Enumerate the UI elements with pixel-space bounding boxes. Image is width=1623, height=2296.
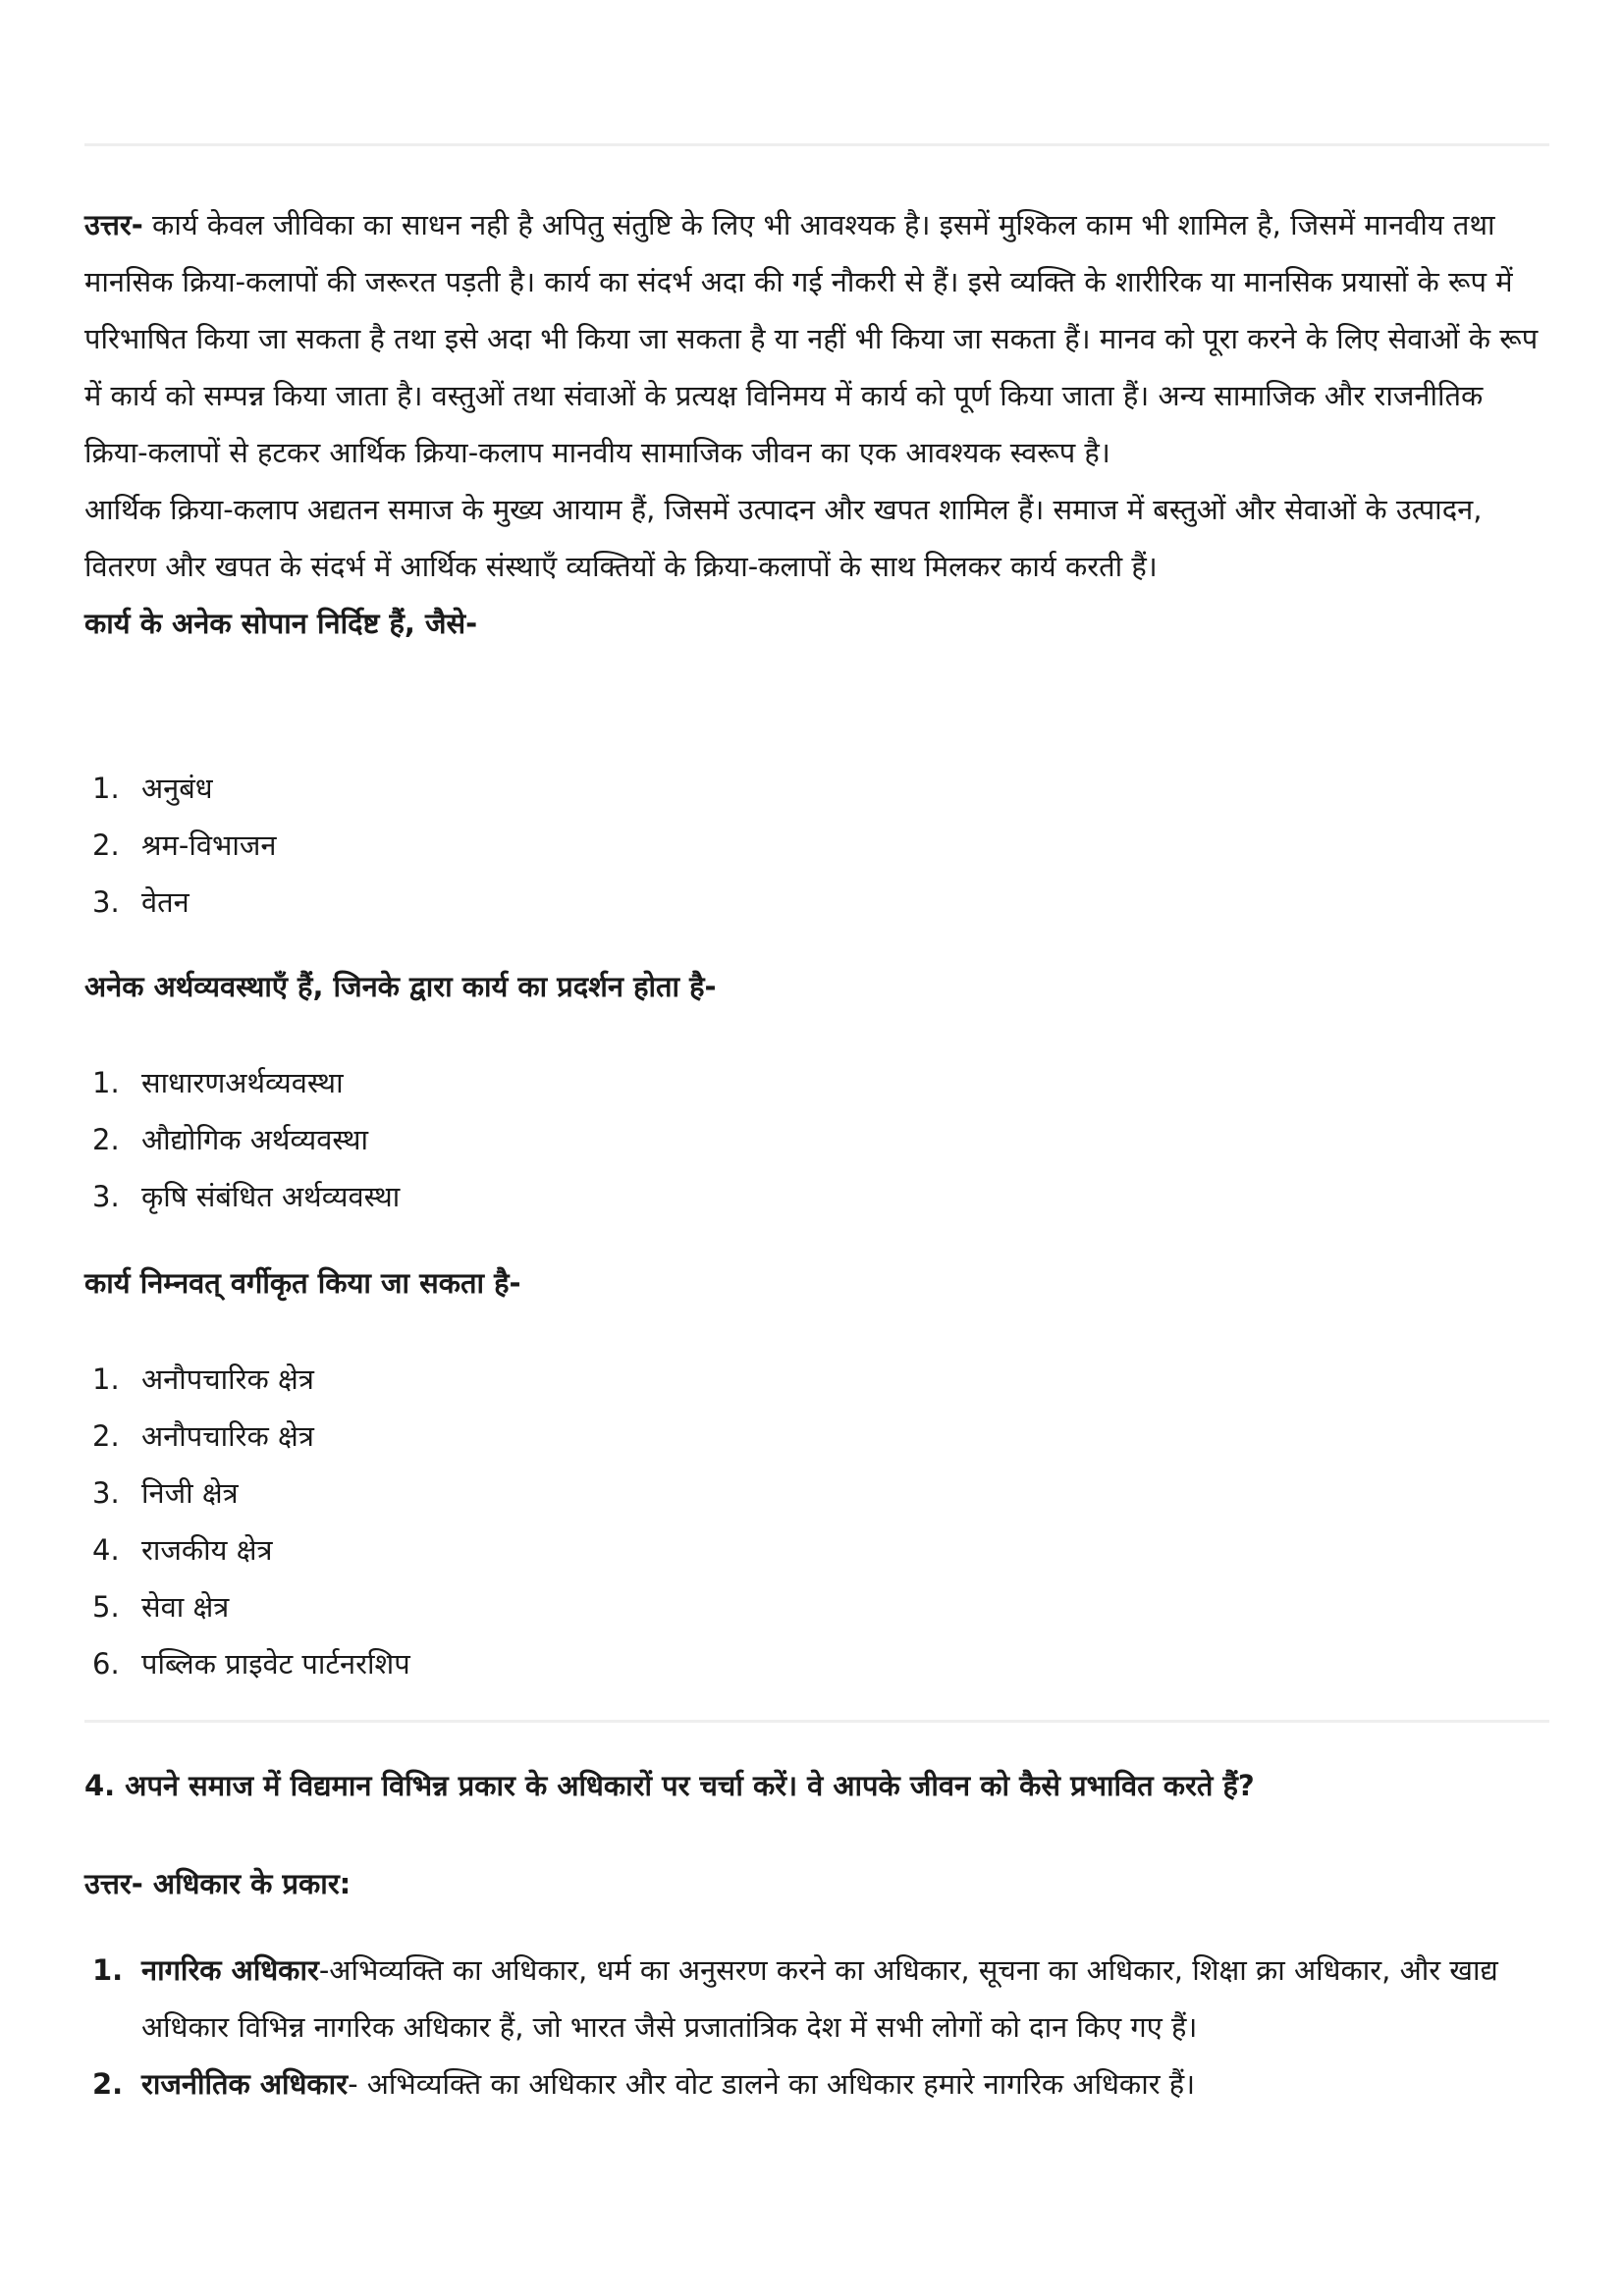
list-item-text: साधारणअर्थव्यवस्था <box>141 1066 344 1099</box>
economies-list-wrap <box>84 1054 1549 1225</box>
stages-section <box>84 760 1549 931</box>
list-number: 1. <box>92 1362 120 1396</box>
list-item <box>84 1351 1549 1408</box>
list-number: 4. <box>92 1533 120 1567</box>
list-number: 3. <box>92 885 120 919</box>
section-divider <box>84 1720 1549 1723</box>
list-item <box>84 1111 1549 1168</box>
sectors-section <box>84 1255 1549 1311</box>
list-item-text: निजी क्षेत्र <box>141 1476 239 1510</box>
list-item <box>84 1465 1549 1522</box>
list-item <box>84 1168 1549 1225</box>
list-item-text: अनौपचारिक क्षेत्र <box>141 1362 314 1396</box>
right-text: -अभिव्यक्ति का अधिकार, धर्म का अनुसरण करने का अधिकार, सूचना का अधिकार, शिक्षा क्रा अधिकार, और खाद्य अधिकार विभिन्न नागरिक अधिकार हैं, जो भारत जैसे प्रजातांत्रिक देश में सभी लोगों को दान किए गए हैं। <box>141 1953 1498 2044</box>
sectors-heading: कार्य निम्नवत् वर्गीकृत किया जा सकता है- <box>84 1266 521 1300</box>
list-item-text: राजकीय क्षेत्र <box>141 1533 273 1567</box>
list-item-text: अनौपचारिक क्षेत्र <box>141 1419 314 1453</box>
right-term: राजनीतिक अधिकार <box>141 2067 349 2101</box>
list-number: 2. <box>92 2067 124 2101</box>
answer-paragraph-1 <box>84 196 1549 481</box>
list-number: 1. <box>92 1066 120 1099</box>
list-item-text: पब्लिक प्राइवेट पार्टनरशिप <box>141 1647 410 1681</box>
list-item <box>84 1942 1549 2056</box>
list-item-text: औद्योगिक अर्थव्यवस्था <box>141 1123 369 1156</box>
economies-section <box>84 958 1549 1015</box>
rights-list <box>84 1942 1549 2112</box>
answer-paragraph-2: आर्थिक क्रिया-कलाप अद्यतन समाज के मुख्य आयाम हैं, जिसमें उत्पादन और खपत शामिल हैं। समाज में बस्तुओं और सेवाओं के उत्पादन, वितरण और खपत के संदर्भ में आर्थिक संस्थाएँ व्यक्तियों के क्रिया-कलापों के साथ मिलकर कार्य करती हैं। <box>84 493 1483 583</box>
list-item <box>84 817 1549 874</box>
list-item <box>84 1522 1549 1578</box>
question-4: 4. अपने समाज में विद्यमान विभिन्न प्रकार के अधिकारों पर चर्चा करें। वे आपके जीवन को कैसे प्रभावित करते हैं? <box>84 1769 1255 1802</box>
answer-label: उत्तर- <box>84 208 143 241</box>
sectors-list-wrap <box>84 1351 1549 1692</box>
list-item-text: सेवा क्षेत्र <box>141 1590 230 1624</box>
answer-4-label: उत्तर- अधिकार के प्रकार: <box>84 1867 352 1900</box>
answer-block <box>84 196 1549 652</box>
list-number: 1. <box>92 1953 124 1987</box>
list-item <box>84 1635 1549 1692</box>
list-item <box>84 2056 1549 2112</box>
right-term: नागरिक अधिकार <box>141 1953 319 1987</box>
economies-heading: अनेक अर्थव्यवस्थाएँ हैं, जिनके द्वारा कार्य का प्रदर्शन होता है- <box>84 970 717 1003</box>
stages-heading: कार्य के अनेक सोपान निर्दिष्ट हैं, जैसे- <box>84 607 478 640</box>
list-number: 6. <box>92 1647 120 1681</box>
list-number: 3. <box>92 1180 120 1213</box>
list-item <box>84 874 1549 931</box>
top-divider <box>84 143 1549 146</box>
list-number: 3. <box>92 1476 120 1510</box>
list-number: 1. <box>92 772 120 805</box>
list-item-text: अनुबंध <box>141 772 213 805</box>
list-item-text: वेतन <box>141 885 189 919</box>
list-number: 5. <box>92 1590 120 1624</box>
right-text: - अभिव्यक्ति का अधिकार और वोट डालने का अधिकार हमारे नागरिक अधिकार हैं। <box>348 2067 1196 2101</box>
list-item <box>84 1054 1549 1111</box>
list-item <box>84 760 1549 817</box>
list-item-text: श्रम-विभाजन <box>141 828 277 862</box>
answer-paragraph-1-text: कार्य केवल जीविका का साधन नही है अपितु संतुष्टि के लिए भी आवश्यक है। इसमें मुश्किल काम भी शामिल है, जिसमें मानवीय तथा मानसिक क्रिया-कलापों की जरूरत पड़ती है। कार्य का संदर्भ अदा की गई नौकरी से हैं। इसे व्यक्ति के शारीरिक या मानसिक प्रयासों के रूप में परिभाषित किया जा सकता है तथा इसे अदा भी किया जा सकता है या नहीं भी किया जा सकता हैं। मानव को पूरा करने के लिए सेवाओं के रूप में कार्य को सम्पन्न किया जाता है। वस्तुओं तथा संवाओं के प्रत्यक्ष विनिमय में कार्य को पूर्ण किया जाता हैं। अन्य सामाजिक और राजनीतिक क्रिया-कलापों से हटकर आर्थिक क्रिया-कलाप मानवीय सामाजिक जीवन का एक आवश्यक स्वरूप है। <box>84 208 1539 469</box>
list-number: 2. <box>92 1419 120 1453</box>
list-number: 2. <box>92 828 120 862</box>
stages-list <box>84 760 1549 931</box>
list-number: 2. <box>92 1123 120 1156</box>
list-item <box>84 1578 1549 1635</box>
list-item <box>84 1408 1549 1465</box>
economies-list <box>84 1054 1549 1225</box>
sectors-list <box>84 1351 1549 1692</box>
list-item-text: कृषि संबंधित अर्थव्यवस्था <box>141 1180 401 1213</box>
